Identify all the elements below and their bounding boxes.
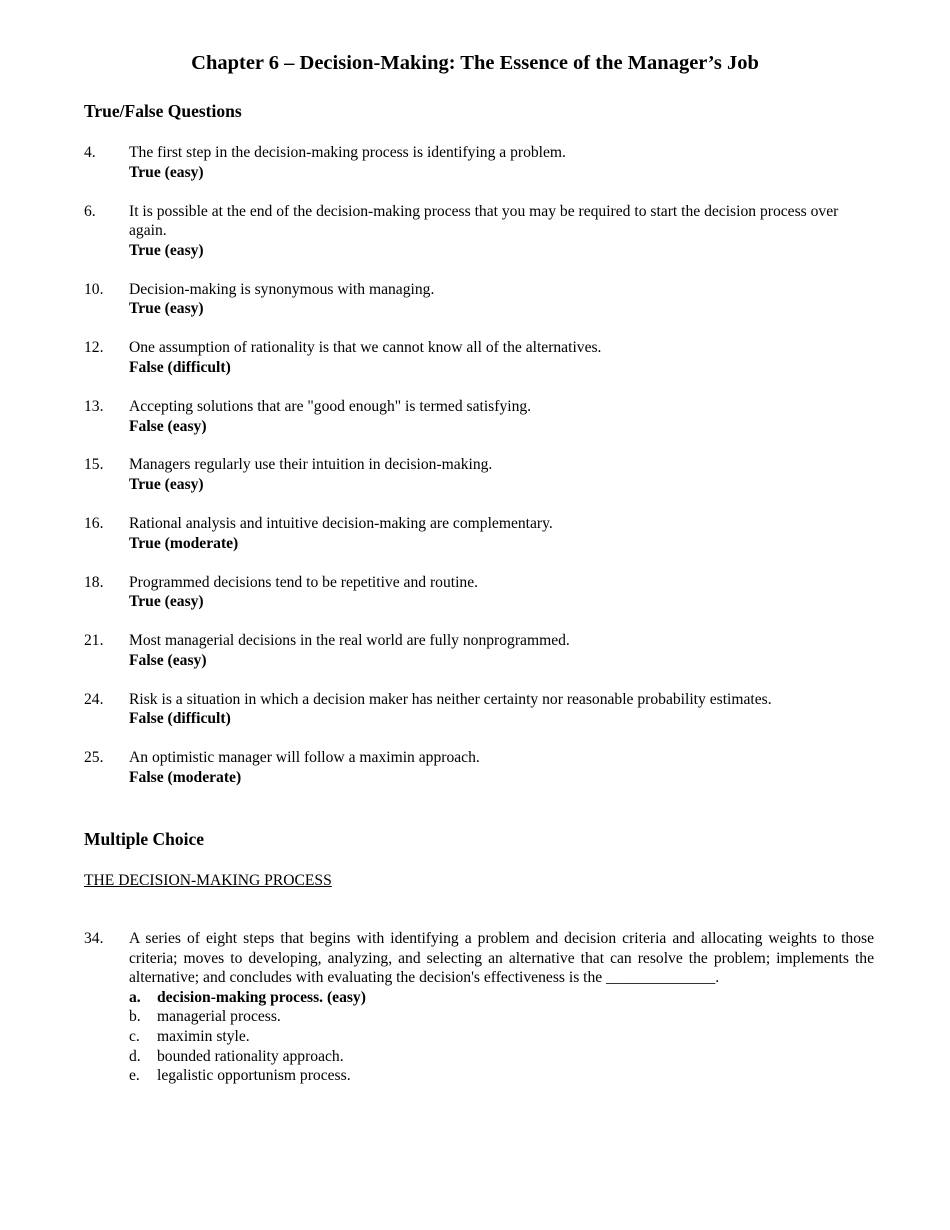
question-text: An optimistic manager will follow a maximin approach. xyxy=(129,749,480,767)
tf-question xyxy=(84,338,874,377)
question-answer: True (easy) xyxy=(129,476,204,494)
tf-section-heading: True/False Questions xyxy=(84,101,242,121)
option-letter: b. xyxy=(129,1008,141,1026)
mc-question-block xyxy=(84,929,874,1086)
tf-question xyxy=(84,280,874,319)
question-number: 18. xyxy=(84,573,104,591)
question-number: 15. xyxy=(84,456,104,474)
tf-question xyxy=(84,573,874,612)
question-answer: False (easy) xyxy=(129,651,207,669)
question-answer: False (moderate) xyxy=(129,768,242,786)
option-letter: a. xyxy=(129,988,141,1006)
question-text: One assumption of rationality is that we cannot know all of the alternatives. xyxy=(129,339,602,357)
question-number: 24. xyxy=(84,690,104,708)
option-letter: c. xyxy=(129,1027,140,1045)
question-text: Programmed decisions tend to be repetitive and routine. xyxy=(129,573,479,591)
answer-option xyxy=(129,1047,874,1067)
question-number: 13. xyxy=(84,397,104,415)
tf-question xyxy=(84,690,874,729)
question-answer: True (moderate) xyxy=(129,534,239,552)
question-answer: False (easy) xyxy=(129,417,207,435)
answer-option-correct xyxy=(129,988,874,1008)
tf-question xyxy=(84,397,874,436)
tf-question xyxy=(84,455,874,494)
question-text: Managers regularly use their intuition in decision-making. xyxy=(129,456,493,474)
question-text: It is possible at the end of the decision-making process that you may be required to start the decision process over again. xyxy=(129,202,839,240)
option-letter: e. xyxy=(129,1067,140,1085)
question-text: Decision-making is synonymous with managing. xyxy=(129,280,435,298)
question-text: A series of eight steps that begins with identifying a problem and decision criteria and allocating weights to those criteria; moves to developing, analyzing, and selecting an alternative that can resolve the problem; implements the alternative; and concludes with evaluating the decision's effectiveness is the ______________. xyxy=(129,930,874,987)
chapter-title: Chapter 6 – Decision-Making: The Essence of the Manager’s Job xyxy=(191,52,759,74)
question-text: Rational analysis and intuitive decision-making are complementary. xyxy=(129,515,553,533)
question-text: Risk is a situation in which a decision maker has neither certainty nor reasonable probability estimates. xyxy=(129,690,772,708)
tf-question xyxy=(84,143,874,182)
mc-section-heading: Multiple Choice xyxy=(84,829,205,849)
question-text: Accepting solutions that are "good enough" is termed satisfying. xyxy=(129,397,532,415)
answer-option xyxy=(129,1066,874,1086)
option-text: managerial process. xyxy=(157,1008,281,1026)
question-answer: True (easy) xyxy=(129,163,204,181)
question-text: Most managerial decisions in the real world are fully nonprogrammed. xyxy=(129,632,570,650)
option-text: bounded rationality approach. xyxy=(157,1047,344,1065)
answer-option xyxy=(129,1007,874,1027)
question-answer: False (difficult) xyxy=(129,358,231,376)
question-number: 4. xyxy=(84,144,96,161)
mc-question xyxy=(84,929,874,1086)
tf-question xyxy=(84,202,874,261)
question-text: The first step in the decision-making process is identifying a problem. xyxy=(129,144,566,161)
question-number: 6. xyxy=(84,202,96,220)
question-number: 16. xyxy=(84,515,104,533)
tf-question-list xyxy=(84,143,874,807)
option-text: legalistic opportunism process. xyxy=(157,1067,351,1085)
question-answer: True (easy) xyxy=(129,300,204,318)
answer-option xyxy=(129,1027,874,1047)
tf-question xyxy=(84,631,874,670)
question-answer: False (difficult) xyxy=(129,710,231,728)
question-number: 12. xyxy=(84,339,104,357)
tf-question xyxy=(84,748,874,787)
question-answer: True (easy) xyxy=(129,593,204,611)
question-number: 34. xyxy=(84,930,104,947)
option-text: maximin style. xyxy=(157,1027,250,1045)
question-number: 10. xyxy=(84,280,104,298)
mc-subheading: THE DECISION-MAKING PROCESS xyxy=(84,872,332,889)
tf-question xyxy=(84,514,874,553)
question-number: 21. xyxy=(84,632,104,650)
option-text: decision-making process. (easy) xyxy=(157,988,366,1006)
question-number: 25. xyxy=(84,749,104,767)
question-answer: True (easy) xyxy=(129,241,204,259)
option-letter: d. xyxy=(129,1047,141,1065)
answer-options xyxy=(129,988,874,1086)
